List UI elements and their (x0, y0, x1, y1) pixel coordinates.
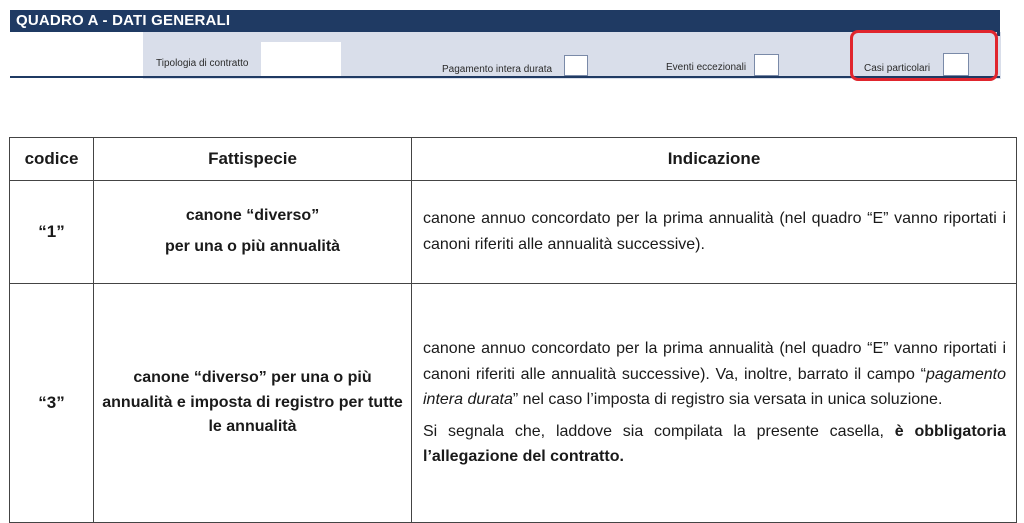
row-indicazione (412, 181, 1017, 284)
row-code: “1” (10, 181, 94, 284)
table-row (10, 181, 1017, 284)
indicazione-note (423, 419, 1006, 470)
casi-label: Casi particolari (864, 63, 931, 74)
indicazione-part: canone annuo concordato per la prima annualità (nel quadro “E” vanno riportati i canoni riferiti alle annualità successive). Va, inoltre, barrato il campo “ (423, 340, 1006, 383)
header-indicazione: Indicazione (412, 138, 1017, 181)
indicazione-italic: pagamento intera durata (423, 365, 1006, 409)
table-row (10, 284, 1017, 523)
row-indicazione (412, 284, 1017, 523)
row-code: “3” (10, 284, 94, 523)
header-codice: codice (10, 138, 94, 181)
row-fattispecie (94, 284, 412, 523)
table-header-row (10, 138, 1017, 181)
fattispecie-line: per una o più annualità (164, 238, 341, 255)
form-header: QUADRO A - DATI GENERALI (10, 10, 997, 32)
eventi-checkbox[interactable] (754, 54, 779, 76)
tipologia-label: Tipologia di contratto (156, 58, 249, 69)
tipologia-input[interactable] (261, 42, 341, 76)
note-bold: è obbligatoria l’allegazione del contratto. (423, 422, 1006, 466)
row-fattispecie (94, 181, 412, 284)
pagamento-label: Pagamento intera durata (442, 64, 553, 75)
form-header-edge (997, 10, 1000, 36)
note-text: Si segnala che, laddove sia compilata la presente casella, (423, 422, 895, 440)
pagamento-checkbox[interactable] (564, 55, 588, 76)
casi-particolari-highlight (850, 30, 998, 81)
fattispecie-line: canone “diverso” (185, 207, 320, 225)
fattispecie-text: canone “diverso” per una o più annualità e imposta di registro per tutte le annualità (102, 368, 403, 436)
form-section-quadro-a (0, 0, 1024, 90)
indicazione-text (423, 336, 1006, 413)
eventi-label: Eventi eccezionali (666, 62, 747, 73)
indicazione-part: ” nel caso l’imposta di registro sia versata in unica soluzione. (512, 391, 943, 409)
header-fattispecie: Fattispecie (94, 138, 412, 181)
fattispecie-table (9, 137, 1017, 523)
indicazione-text: canone annuo concordato per la prima annualità (nel quadro “E” vanno riportati i canoni riferiti alle annualità successive). (423, 210, 1006, 253)
